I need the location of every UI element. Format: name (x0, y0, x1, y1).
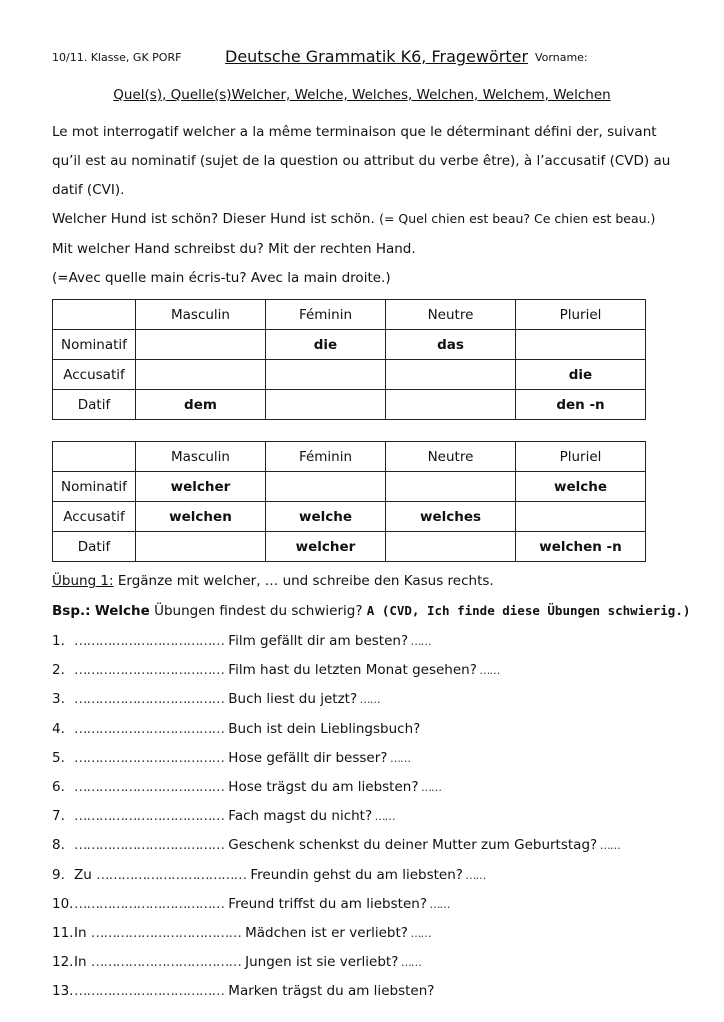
exercise-item (52, 925, 430, 941)
row-label: Accusatif (53, 360, 136, 390)
table-header: Neutre (386, 442, 516, 472)
exercise-item-preposition: In (74, 954, 91, 970)
declension-table-der (52, 299, 646, 420)
case-blank[interactable]: …… (387, 752, 410, 765)
answer-blank[interactable]: ……………………………… (74, 983, 224, 999)
exercise-item-number: 12. (52, 954, 74, 970)
exercise-item-number: 9. (52, 867, 65, 883)
exercise-item (52, 896, 449, 912)
exercise-item-number: 8. (52, 837, 65, 853)
table-cell (136, 532, 266, 562)
exercise-item (52, 808, 395, 824)
subtitle: Quel(s), Quelle(s)Welcher, Welche, Welches, Welchen, Welchem, Welchen (113, 87, 611, 103)
case-blank[interactable]: …… (476, 664, 500, 677)
case-blank[interactable]: …… (462, 869, 486, 882)
exercise-item-question: Hose trägst du am liebsten? (224, 779, 419, 795)
exercise-item-number: 11. (52, 925, 74, 941)
exercise-item (52, 837, 620, 853)
exercise-item-number: 2. (52, 662, 65, 678)
table-cell (386, 532, 516, 562)
page-title: Deutsche Grammatik K6, Fragewörter (225, 47, 529, 66)
table-cell: die (516, 360, 646, 390)
row-label: Accusatif (53, 502, 136, 532)
table-row (53, 390, 646, 420)
table-cell (266, 472, 386, 502)
exercise-item (52, 691, 380, 707)
example-sentence-1 (52, 211, 655, 227)
table-cell (266, 390, 386, 420)
table-cell (516, 330, 646, 360)
example-word: Welche (94, 603, 150, 619)
table-row (53, 532, 646, 562)
answer-blank[interactable]: ……………………………… (96, 867, 247, 883)
table-header: Masculin (136, 300, 266, 330)
exercise-item (52, 954, 421, 970)
exercise-item (52, 721, 420, 737)
table-cell: welche (516, 472, 646, 502)
exercise-item-preposition: In (74, 925, 91, 941)
table-cell (53, 300, 136, 330)
exercise-instruction: Ergänze mit welcher, … und schreibe den Kasus rechts. (113, 573, 494, 589)
exercise-item-question: Marken trägst du am liebsten? (224, 983, 435, 999)
exercise-item (52, 983, 434, 999)
exercise-item-question: Hose gefällt dir besser? (224, 750, 388, 766)
exercise-item-number: 13. (52, 983, 74, 999)
exercise-item (52, 867, 485, 883)
intro-line-3: datif (CVI). (52, 182, 125, 198)
intro-line-1: Le mot interrogatif welcher a la même terminaison que le déterminant défini der, suivant (52, 124, 657, 140)
table-header-row (53, 300, 646, 330)
answer-blank[interactable]: ……………………………… (74, 779, 224, 795)
table-cell (136, 330, 266, 360)
table-cell: den -n (516, 390, 646, 420)
exercise-item-number: 10. (52, 896, 74, 912)
table-header: Pluriel (516, 300, 646, 330)
answer-blank[interactable]: ……………………………… (90, 954, 241, 970)
example-1-french: (= Quel chien est beau? Ce chien est beau.) (379, 211, 656, 226)
exercise-item-question: Fach magst du nicht? (224, 808, 373, 824)
row-label: Nominatif (53, 472, 136, 502)
exercise-item (52, 662, 499, 678)
exercise-item-preposition: Zu (74, 867, 97, 883)
table-cell (386, 390, 516, 420)
exercise-item-question: Freundin gehst du am liebsten? (246, 867, 463, 883)
exercise-item-question: Freund triffst du am liebsten? (224, 896, 427, 912)
table-cell: welcher (136, 472, 266, 502)
answer-blank[interactable]: ……………………………… (74, 662, 224, 678)
exercise-item-question: Geschenk schenkst du deiner Mutter zum Geburtstag? (224, 837, 598, 853)
table-cell: welchen -n (516, 532, 646, 562)
exercise-item-question: Buch liest du jetzt? (224, 691, 358, 707)
case-blank[interactable]: …… (372, 810, 395, 823)
exercise-item-number: 4. (52, 721, 65, 737)
case-blank[interactable]: …… (426, 898, 450, 911)
example-text: Übungen findest du schwierig? (149, 603, 367, 619)
example-sentence-2: Mit welcher Hand schreibst du? Mit der rechten Hand. (52, 241, 416, 257)
table-cell: welches (386, 502, 516, 532)
table-cell (53, 442, 136, 472)
table-cell: welcher (266, 532, 386, 562)
row-label: Nominatif (53, 330, 136, 360)
exercise-item-number: 3. (52, 691, 65, 707)
exercise-item (52, 633, 431, 649)
exercise-label: Übung 1: (52, 573, 114, 589)
case-blank[interactable]: …… (597, 839, 620, 852)
table-cell (516, 502, 646, 532)
example-1-german: Welcher Hund ist schön? Dieser Hund ist schön. (52, 211, 375, 227)
answer-blank[interactable]: ……………………………… (74, 721, 224, 737)
table-row (53, 472, 646, 502)
table-cell (386, 360, 516, 390)
row-label: Datif (53, 532, 136, 562)
table-header: Neutre (386, 300, 516, 330)
table-cell (266, 360, 386, 390)
exercise-item-number: 5. (52, 750, 65, 766)
table-cell: die (266, 330, 386, 360)
table-cell (136, 360, 266, 390)
declension-table-welcher (52, 441, 646, 562)
case-blank[interactable]: …… (418, 781, 441, 794)
table-header: Féminin (266, 442, 386, 472)
exercise-item-question: Buch ist dein Lieblingsbuch? (224, 721, 421, 737)
exercise-example (52, 603, 690, 619)
example-sentence-2-translation: (=Avec quelle main écris-tu? Avec la main droite.) (52, 270, 391, 286)
table-cell: das (386, 330, 516, 360)
answer-blank[interactable]: ……………………………… (74, 691, 224, 707)
table-cell (386, 472, 516, 502)
table-row (53, 330, 646, 360)
row-label: Datif (53, 390, 136, 420)
exercise-item (52, 750, 410, 766)
exercise-item-question: Jungen ist sie verliebt? (240, 954, 399, 970)
exercise-heading (52, 573, 494, 589)
exercise-item-number: 6. (52, 779, 65, 795)
exercise-item-question: Film gefällt dir am besten? (224, 633, 409, 649)
exercise-item (52, 779, 441, 795)
table-row (53, 502, 646, 532)
answer-blank[interactable]: ……………………………… (74, 633, 224, 649)
answer-blank[interactable]: ……………………………… (74, 808, 224, 824)
table-cell: welchen (136, 502, 266, 532)
answer-blank[interactable]: ……………………………… (90, 925, 241, 941)
vorname-label: Vorname: (535, 51, 588, 64)
answer-blank[interactable]: ……………………………… (74, 837, 224, 853)
case-blank[interactable]: …… (357, 693, 380, 706)
exercise-item-question: Mädchen ist er verliebt? (240, 925, 408, 941)
answer-blank[interactable]: ……………………………… (74, 896, 224, 912)
table-header: Féminin (266, 300, 386, 330)
table-header-row (53, 442, 646, 472)
example-answer: A (CVD, Ich finde diese Übungen schwierig.) (366, 603, 691, 618)
case-blank[interactable]: …… (408, 635, 431, 648)
exercise-item-number: 1. (52, 633, 65, 649)
intro-line-2: qu’il est au nominatif (sujet de la question ou attribut du verbe être), à l’accusatif (CVD) au (52, 153, 671, 169)
table-cell: dem (136, 390, 266, 420)
table-cell: welche (266, 502, 386, 532)
example-label: Bsp.: (52, 603, 91, 619)
case-blank[interactable]: …… (407, 927, 431, 940)
exercise-item-question: Film hast du letzten Monat gesehen? (224, 662, 477, 678)
class-info: 10/11. Klasse, GK PORF (52, 51, 182, 64)
case-blank[interactable]: …… (398, 956, 421, 969)
table-header: Pluriel (516, 442, 646, 472)
table-row (53, 360, 646, 390)
exercise-item-number: 7. (52, 808, 65, 824)
answer-blank[interactable]: ……………………………… (74, 750, 224, 766)
table-header: Masculin (136, 442, 266, 472)
